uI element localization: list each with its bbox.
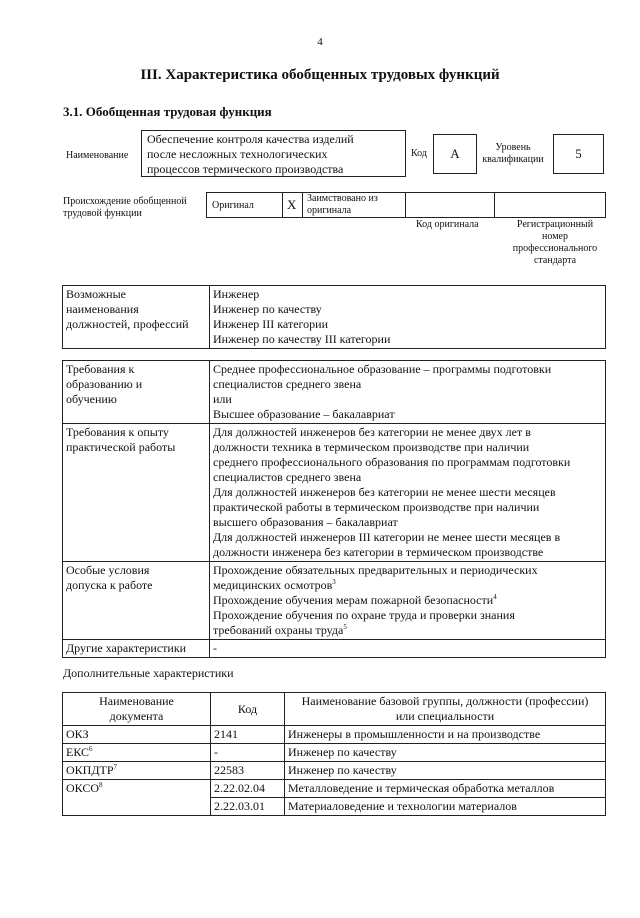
education-line: специалистов среднего звена (213, 377, 362, 391)
level-value: 5 (553, 134, 604, 174)
reg-number-line: Регистрационный (516, 219, 594, 230)
special-line-text: Прохождение обучения мерам пожарной безопасности (213, 593, 494, 607)
experience-line: Для должностей инженеров без категории не менее шести месяцев (213, 485, 556, 499)
col-doc-header-line: Наименование (99, 694, 174, 708)
experience-label-line: практической работы (66, 440, 176, 454)
level-label (478, 142, 548, 166)
origin-label-line: Происхождение обобщенной (63, 196, 187, 207)
table-row (63, 744, 606, 762)
origin-box (206, 192, 606, 218)
code-cell: 2.22.02.04 (211, 780, 285, 798)
special-label (63, 562, 210, 640)
footnote-ref: 5 (343, 623, 347, 631)
name-cell: Металловедение и термическая обработка металлов (285, 780, 606, 798)
special-label-line: Особые условия (66, 563, 150, 577)
positions-label-line: Возможные (66, 287, 126, 301)
doc-cell (63, 762, 211, 780)
function-name-box (141, 130, 406, 177)
name-cell: Инженер по качеству (285, 762, 606, 780)
col-code-header: Код (211, 693, 285, 726)
education-line: Среднее профессиональное образование – программы подготовки (213, 362, 552, 376)
education-label-line: обучению (66, 392, 117, 406)
education-label-line: образованию и (66, 377, 143, 391)
experience-label-line: Требования к опыту (66, 425, 169, 439)
original-label: Оригинал (212, 200, 254, 211)
borrowed-label-line: оригинала (307, 205, 352, 216)
code-cell: 22583 (211, 762, 285, 780)
footnote-ref: 4 (493, 593, 497, 601)
col-doc-header (63, 693, 211, 726)
positions-label (63, 286, 210, 349)
position-item: Инженер по качеству (213, 302, 322, 316)
table-row (63, 726, 606, 744)
positions-label-line: должностей, профессий (66, 317, 189, 331)
positions-list (210, 286, 606, 349)
experience-line: Для должностей инженеров без категории не менее двух лет в (213, 425, 531, 439)
doc-name: ОКПДТР (66, 763, 114, 777)
code-cell: 2141 (211, 726, 285, 744)
function-name-line: Обеспечение контроля качества изделий (147, 132, 354, 146)
borrowed-label (307, 193, 378, 217)
experience-line: Для должностей инженеров III категории не менее шести месяцев в (213, 530, 561, 544)
reg-number-line: стандарта (533, 255, 577, 266)
table-row (63, 762, 606, 780)
name-cell: Материаловедение и технологии материалов (285, 798, 606, 816)
special-line-text: требований охраны труда (213, 623, 344, 637)
education-line: или (213, 392, 232, 406)
subsection-title: 3.1. Обобщенная трудовая функция (63, 104, 272, 119)
doc-cell (63, 780, 211, 816)
education-label-line: Требования к (66, 362, 135, 376)
special-line (213, 593, 602, 608)
code-label: Код (411, 148, 427, 159)
experience-label (63, 424, 210, 562)
name-label: Наименование (66, 150, 129, 161)
table-row (63, 780, 606, 798)
positions-label-line: наименования (66, 302, 139, 316)
experience-line: должности техника в термическом производстве при наличии (213, 440, 530, 454)
positions-table (62, 285, 606, 349)
col-doc-header-line: документа (109, 709, 164, 723)
additional-table (62, 692, 606, 816)
position-item: Инженер по качеству III категории (213, 332, 391, 346)
footnote-ref: 6 (89, 745, 93, 753)
reg-number-line: профессионального (512, 243, 598, 254)
footnote-ref: 8 (99, 781, 103, 789)
code-cell: - (211, 744, 285, 762)
experience-line: практической работы в термическом производстве при наличии (213, 500, 540, 514)
col-name-header-line: Наименование базовой группы, должности (профессии) (301, 694, 589, 708)
borrowed-label-line: Заимствовано из (307, 193, 378, 204)
special-line: Прохождение обучения по охране труда и проверки знания (213, 608, 515, 622)
doc-name: ОКСО (66, 781, 100, 795)
reg-number-label (500, 219, 610, 267)
footnote-ref: 3 (332, 578, 336, 586)
doc-cell (63, 726, 211, 744)
experience-line: должности инженера без категории в термическом производстве (213, 545, 544, 559)
footnote-ref: 7 (113, 763, 118, 771)
education-label (63, 361, 210, 424)
code-value: A (433, 134, 477, 174)
experience-line: высшего образования – бакалавриат (213, 515, 398, 529)
col-name-header-line: или специальности (395, 709, 495, 723)
code-cell: 2.22.03.01 (211, 798, 285, 816)
level-label-line: Уровень (495, 142, 531, 153)
code-original-label: Код оригинала (416, 219, 479, 230)
doc-name: ОКЗ (66, 727, 89, 741)
doc-cell (63, 744, 211, 762)
level-label-line: квалификации (482, 154, 544, 165)
name-cell: Инженеры в промышленности и на производстве (285, 726, 606, 744)
page-number: 4 (317, 36, 323, 48)
position-item: Инженер (213, 287, 260, 301)
other-label: Другие характеристики (63, 640, 210, 658)
original-mark: X (287, 197, 297, 212)
doc-name: ЕКС (66, 745, 90, 759)
experience-line: среднего профессионального образования по программам подготовки (213, 455, 571, 469)
experience-value (210, 424, 606, 562)
special-line: Прохождение обязательных предварительных и периодических (213, 563, 538, 577)
requirements-table (62, 360, 606, 658)
other-value: - (210, 640, 606, 658)
position-item: Инженер III категории (213, 317, 328, 331)
education-value (210, 361, 606, 424)
experience-line: специалистов среднего звена (213, 470, 362, 484)
section-title: III. Характеристика обобщенных трудовых функций (140, 67, 500, 83)
col-name-header (285, 693, 606, 726)
special-label-line: допуска к работе (66, 578, 153, 592)
name-cell: Инженер по качеству (285, 744, 606, 762)
origin-label-line: трудовой функции (63, 208, 142, 219)
special-line (213, 623, 602, 638)
function-name-line: процессов термического производства (147, 162, 344, 176)
special-line (213, 578, 602, 593)
education-line: Высшее образование – бакалавриат (213, 407, 395, 421)
origin-label (63, 196, 187, 220)
special-line-text: медицинских осмотров (213, 578, 333, 592)
special-value (210, 562, 606, 640)
additional-title: Дополнительные характеристики (63, 666, 234, 680)
function-name-line: после несложных технологических (147, 147, 328, 161)
reg-number-line: номер (542, 231, 568, 242)
